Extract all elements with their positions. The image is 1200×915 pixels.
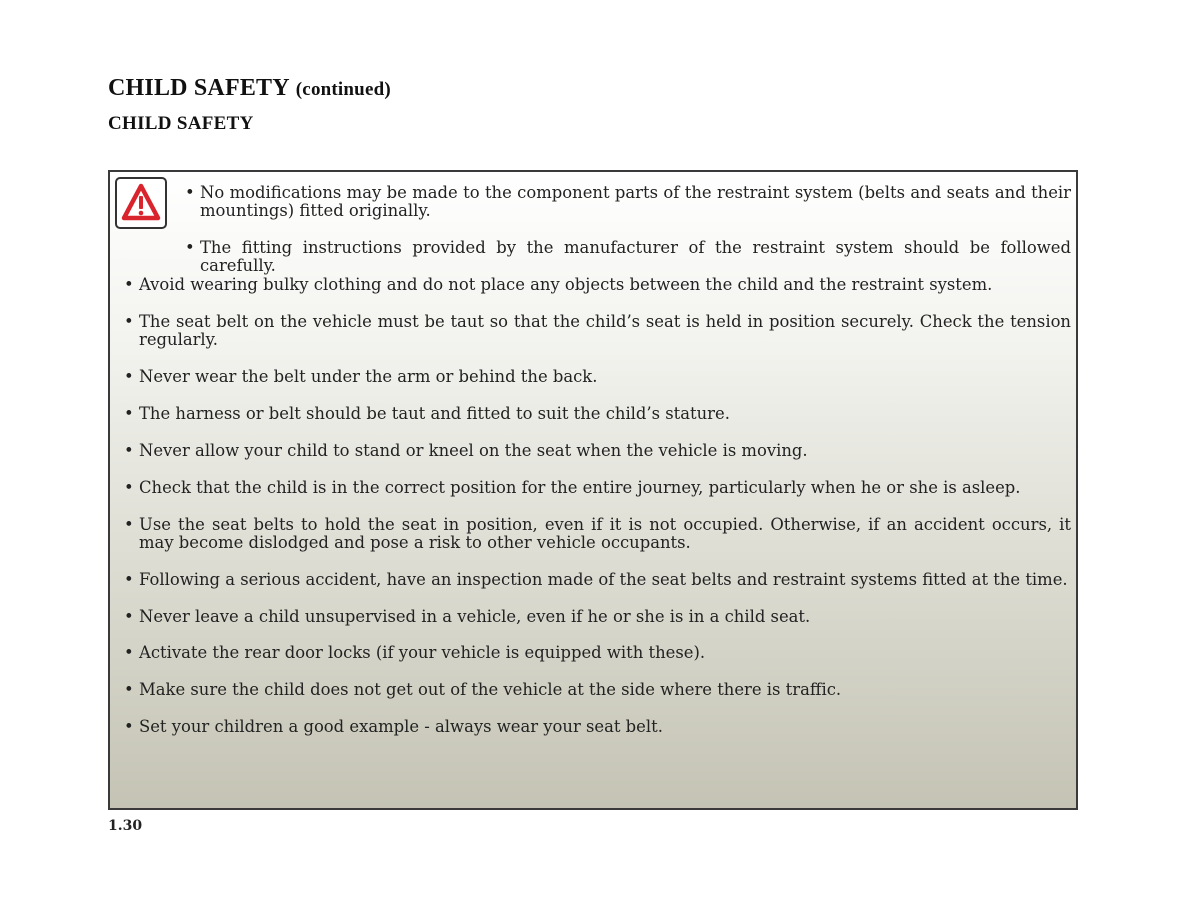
- page-number: 1.30: [108, 818, 143, 834]
- bullet-dot: •: [124, 478, 134, 497]
- bullet-item: [124, 312, 1071, 349]
- bullet-dot: •: [124, 607, 134, 626]
- bullet-text: Avoid wearing bulky clothing and do not place any objects between the child and the restraint system.: [139, 275, 993, 294]
- bullet-item: [124, 717, 1071, 736]
- section-title: CHILD SAFETY: [108, 113, 254, 134]
- bullet-item: [185, 183, 1071, 220]
- bullet-text: Set your children a good example - always wear your seat belt.: [139, 717, 663, 736]
- bullet-dot: •: [124, 312, 134, 331]
- bullet-text: No modifications may be made to the component parts of the restraint system (belts and seats and their mountings) fitted originally.: [200, 183, 1071, 220]
- bullet-dot: •: [124, 717, 134, 736]
- bullet-dot: •: [124, 515, 134, 534]
- warning-box: [108, 170, 1078, 810]
- bullet-dot: •: [124, 404, 134, 423]
- bullet-item: [124, 404, 1071, 423]
- bullet-dot: •: [185, 238, 195, 257]
- warning-triangle-icon: [115, 177, 167, 229]
- bullet-item: [124, 680, 1071, 699]
- bullet-item: [124, 607, 1071, 626]
- bullet-text: Never allow your child to stand or kneel on the seat when the vehicle is moving.: [139, 441, 808, 460]
- bullet-text: The seat belt on the vehicle must be taut so that the child’s seat is held in position securely. Check the tension regularly.: [139, 312, 1071, 349]
- bullet-dot: •: [124, 570, 134, 589]
- bullet-dot: •: [124, 367, 134, 386]
- bullet-dot: •: [124, 275, 134, 294]
- page-title: [108, 75, 391, 102]
- bullet-dot: •: [124, 643, 134, 662]
- bullet-item: [124, 367, 1071, 386]
- bullet-dot: •: [185, 183, 195, 202]
- bullet-item: [124, 275, 1071, 294]
- bullet-text: Following a serious accident, have an inspection made of the seat belts and restraint systems fitted at the time.: [139, 570, 1068, 589]
- warning-triangle-graphic: [121, 183, 161, 223]
- bullet-item: [124, 441, 1071, 460]
- bullet-text: Use the seat belts to hold the seat in position, even if it is not occupied. Otherwise, if an accident occurs, it may become dislodged and pose a risk to other vehicle occupants.: [139, 515, 1071, 552]
- bullet-item: [185, 238, 1071, 275]
- bullet-text: Make sure the child does not get out of the vehicle at the side where there is traffic.: [139, 680, 842, 699]
- bullet-text: Never wear the belt under the arm or behind the back.: [139, 367, 598, 386]
- bullet-text: Never leave a child unsupervised in a vehicle, even if he or she is in a child seat.: [139, 607, 811, 626]
- bullet-dot: •: [124, 441, 134, 460]
- page-title-continued: (continued): [295, 79, 391, 100]
- bullet-item: [124, 570, 1071, 589]
- bullet-item: [124, 643, 1071, 662]
- bullet-item: [124, 478, 1071, 497]
- bullet-item: [124, 515, 1071, 552]
- page-title-text: CHILD SAFETY: [108, 75, 290, 101]
- bullet-dot: •: [124, 680, 134, 699]
- bullet-text: Activate the rear door locks (if your vehicle is equipped with these).: [139, 643, 706, 662]
- bullet-text: Check that the child is in the correct position for the entire journey, particularly when he or she is asleep.: [139, 478, 1021, 497]
- bullet-text: The fitting instructions provided by the manufacturer of the restraint system should be followed carefully.: [200, 238, 1071, 275]
- bullet-text: The harness or belt should be taut and fitted to suit the child’s stature.: [139, 404, 730, 423]
